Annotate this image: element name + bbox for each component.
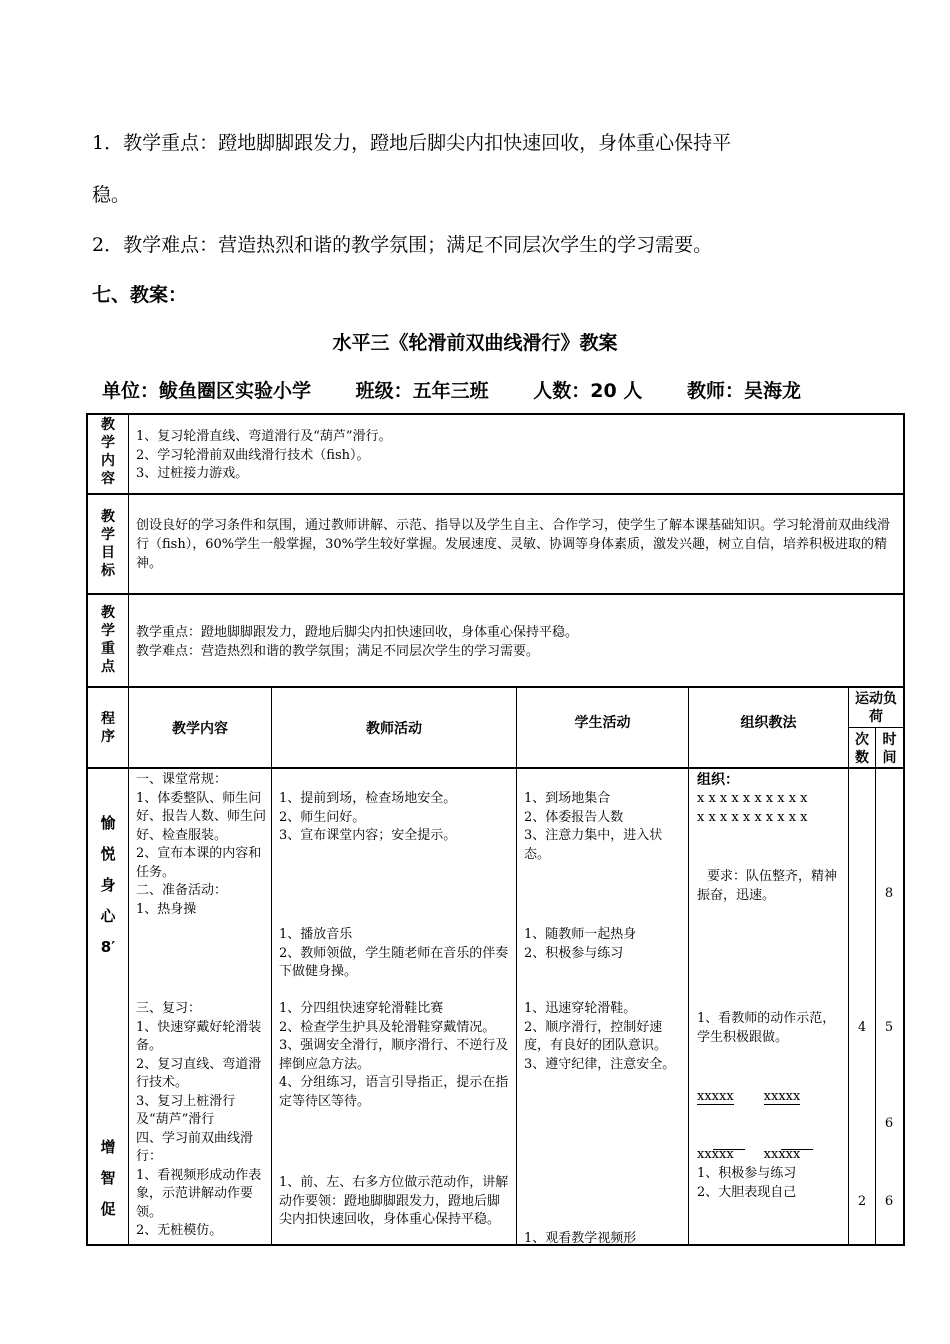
time-header: 时间 [882, 732, 897, 766]
order-header: 程序 [101, 711, 115, 745]
times-header: 次数 [855, 732, 869, 766]
teacher: 教师：吴海龙 [686, 380, 801, 402]
stage1-teacher1: 1、提前到场，检查场地安全。 2、师生问好。 3、宣布课堂内容；安全提示。 [279, 791, 457, 843]
stage1-student1: 1、到场地集合 2、体委报告人数 3、注意力集中，进入状态。 [524, 791, 663, 862]
stage2-org1: 1、看教师的动作示范，学生积极跟做。 [697, 1011, 836, 1045]
formation-row2: xxxxx xxxxx [697, 1147, 801, 1162]
goal-label: 教学目标 [101, 509, 115, 579]
stage1-label: 愉悦身心8′ [100, 814, 116, 956]
stage2-times2: 2 [857, 1194, 867, 1209]
stage2-time3: 6 [884, 1194, 894, 1209]
key-text: 教学重点：蹬地脚脚跟发力，蹬地后脚尖内扣快速回收，身体重心保持平稳。 教学难点：营造热烈和谐的教学氛围；满足不同层次学生的学习需要。 [136, 625, 579, 659]
content-header: 教学内容 [172, 721, 228, 737]
key-label: 教学重点 [101, 605, 115, 675]
stage1-content: 一、课堂常规： 1、体委整队、师生问好、报告人数、师生问好、检查服装。 2、宣布本课的内容和任务。 二、准备活动： 1、热身操 [136, 772, 266, 917]
stage1-time: 8 [884, 886, 894, 901]
stage2-student1: 1、迅速穿轮滑鞋。 2、顺序滑行，控制好速度，有良好的团队意识。 3、遵守纪律，注意安全。 [524, 1001, 676, 1072]
formation-row1: xxxxx xxxxx [697, 1089, 801, 1104]
point2: 2．教学难点：营造热烈和谐的教学氛围；满足不同层次学生的学习需要。 [92, 234, 713, 256]
plan-title: 水平三《轮滑前双曲线滑行》教案 [332, 332, 618, 354]
point1-line1: 1．教学重点：蹬地脚脚跟发力，蹬地后脚尖内扣快速回收，身体重心保持平 [92, 132, 732, 154]
class: 班级：五年三班 [355, 380, 489, 402]
count: 人数：20 人 [533, 380, 643, 402]
teacher-header: 教师活动 [366, 721, 422, 737]
stage1-org-row1: x x x x x x x x x x [697, 791, 808, 806]
student-header: 学生活动 [574, 715, 631, 731]
point1-line2: 稳。 [92, 184, 131, 206]
load-header: 运动负荷 [855, 691, 897, 725]
stage2-times1: 4 [857, 1020, 867, 1035]
stage2-teacher1: 1、分四组快速穿轮滑鞋比赛 2、检查学生护具及轮滑鞋穿戴情况。 3、强调安全滑行，顺序滑行、不逆行及摔倒应急方法。 4、分组练习，语言引导指正，提示在指定等待区等待。 [279, 1001, 509, 1109]
unit: 单位：鲅鱼圈区实验小学 [102, 380, 312, 402]
org-header: 组织教法 [740, 715, 797, 731]
stage1-org-title: 组织： [697, 772, 739, 788]
plan-info [102, 376, 801, 403]
stage2-time1: 5 [884, 1020, 894, 1035]
stage2-time2: 6 [884, 1116, 894, 1131]
content-text: 1、复习轮滑直线、弯道滑行及“葫芦”滑行。 2、学习轮滑前双曲线滑行技术（fish）。 3、过桩接力游戏。 [136, 429, 392, 481]
stage1-teacher2: 1、播放音乐 2、教师领做，学生随老师在音乐的伴奏下做健身操。 [279, 927, 509, 979]
stage1-student2: 1、随教师一起热身 2、积极参与练习 [524, 927, 637, 961]
stage1-org-row2: x x x x x x x x x x [697, 810, 808, 825]
stage1-org-req: 要求：队伍整齐，精神振奋，迅速。 [697, 869, 837, 903]
stage2-org2: 1、积极参与练习 2、大胆表现自己 [697, 1166, 797, 1200]
section-heading: 七、教案： [92, 284, 188, 306]
stage2-teacher2: 1、前、左、右多方位做示范动作，讲解动作要领：蹬地脚脚跟发力，蹬地后脚尖内扣快速回收，身体重心保持平稳。 [279, 1175, 509, 1227]
content-label: 教学内容 [101, 417, 115, 487]
goal-text: 创设良好的学习条件和氛围，通过教师讲解、示范、指导以及学生自主、合作学习，使学生了解本课基础知识。学习轮滑前双曲线滑行（fish），60%学生一般掌握，30%学生较好掌握。发展速度、灵敏、协调等身体素质，激发兴趣，树立自信，培养积极进取的精神。 [136, 518, 891, 571]
stage2-content: 三、复习： 1、快速穿戴好轮滑装备。 2、复习直线、弯道滑行技术。 3、复习上桩滑行及“葫芦”滑行 四、学习前双曲线滑行： 1、看视频形成动作表象，示范讲解动作要领。 2、无桩模仿。 [136, 1001, 262, 1238]
stage2-label: 增智促 [100, 1138, 116, 1218]
stage2-student2: 1、观看教学视频形 [524, 1231, 637, 1244]
